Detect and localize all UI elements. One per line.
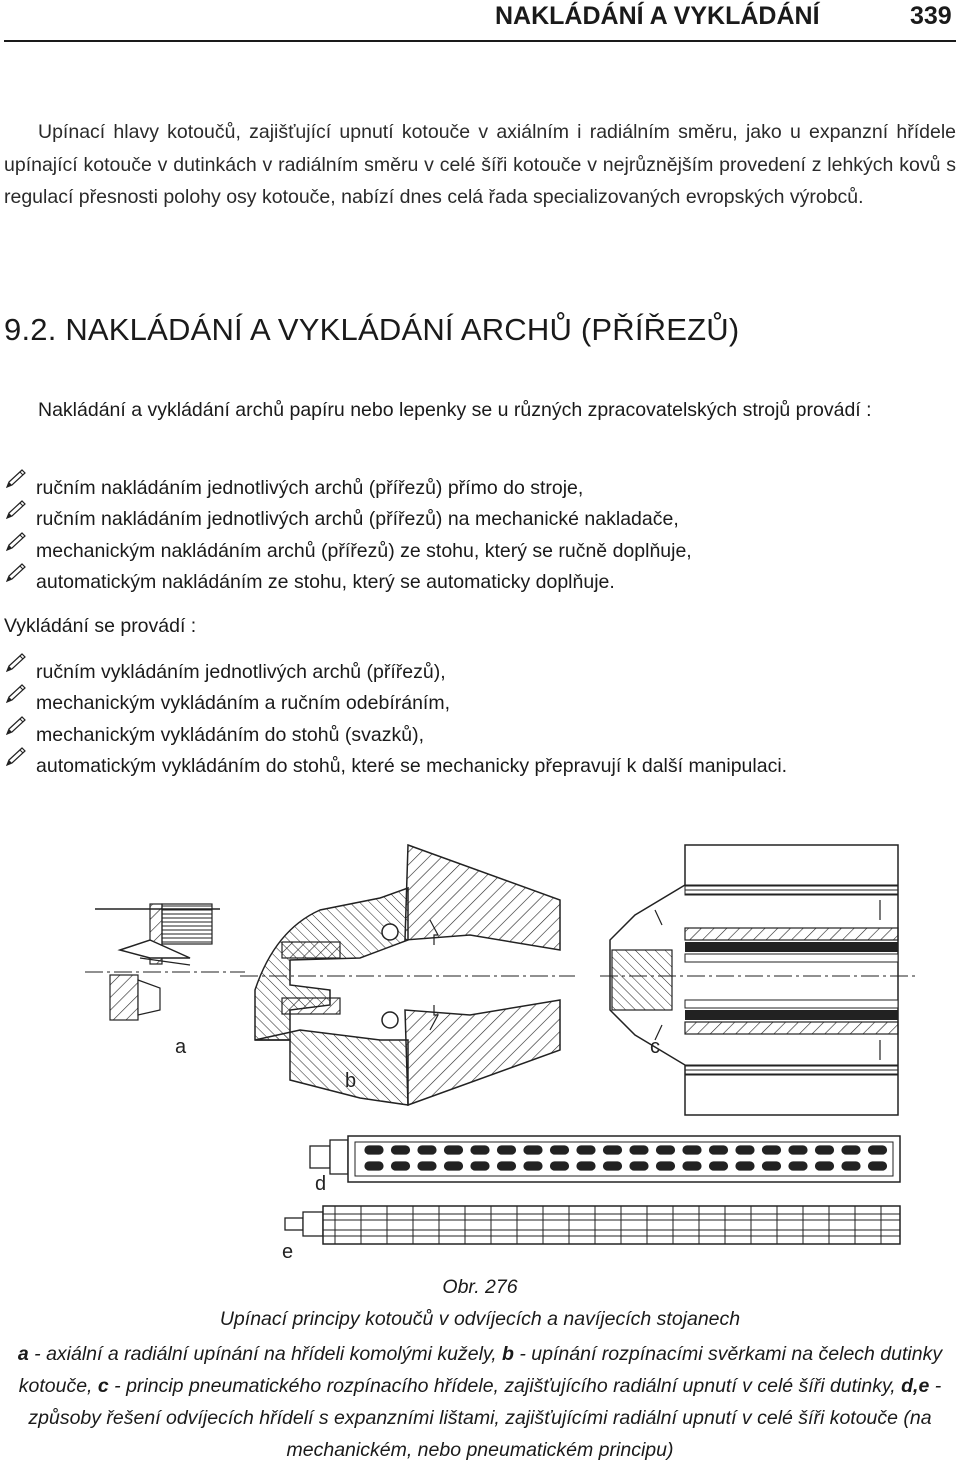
- pencil-icon: [4, 652, 28, 674]
- caption-text-c: - princip pneumatického rozpínacího hřídele, zajišťujícího radiální upnutí v celé šíři dutinky,: [108, 1375, 902, 1397]
- unloading-list: [4, 658, 956, 783]
- list-item-text: ručním nakládáním jednotlivých archů (přířezů) přímo do stroje,: [36, 477, 584, 499]
- list-item: [4, 474, 956, 505]
- list-item: [4, 689, 956, 720]
- list-item-text: mechanickým vykládáním do stohů (svazků),: [36, 723, 424, 746]
- list-item-text: automatickým nakládáním ze stohu, který se automaticky doplňuje.: [36, 570, 615, 593]
- list-item: [4, 721, 956, 752]
- pencil-icon: [4, 715, 28, 737]
- caption-text-b: - upínání rozpínacími svěrkami na čelech dutinky kotouče,: [18, 1343, 943, 1397]
- caption-key-de: d,e: [901, 1375, 930, 1397]
- figure-caption-body: [0, 1338, 960, 1466]
- label-b: b: [345, 1070, 357, 1092]
- header-rule: [4, 40, 956, 42]
- figure-number: Obr. 276: [442, 1276, 518, 1298]
- figure-276: [0, 840, 960, 1280]
- pencil-icon: [4, 499, 28, 521]
- pencil-icon: [4, 746, 28, 768]
- page-header: [0, 0, 960, 40]
- drawing-b: [240, 845, 575, 1105]
- loading-list: [4, 474, 956, 599]
- caption-key-a: a: [17, 1343, 29, 1365]
- list-item-text: ručním nakládáním jednotlivých archů (přířezů) na mechanické nakladače,: [36, 508, 679, 531]
- list-item: [4, 537, 956, 568]
- list-item-text: mechanickým nakládáním archů (přířezů) ze stohu, který se ručně doplňuje,: [36, 539, 692, 562]
- pencil-icon: [4, 531, 28, 553]
- list-item-text: automatickým vykládáním do stohů, které se mechanicky přepravují k další manipulaci.: [36, 754, 788, 777]
- label-e: e: [282, 1241, 294, 1263]
- list-item: [4, 568, 956, 599]
- section-heading: 9.2. NAKLÁDÁNÍ A VYKLÁDÁNÍ ARCHŮ (PŘÍŘEZŮ): [4, 312, 740, 347]
- pencil-icon: [4, 562, 28, 584]
- figure-title: Upínací principy kotoučů v odvíjecích a navíjecích stojanech: [219, 1308, 741, 1330]
- page-number: 339: [910, 2, 952, 30]
- drawing-c: [600, 845, 915, 1115]
- caption-text-de: -způsoby řešení odvíjecích hřídelí s expanzními lištami, zajišťujícími radiální upnutí v celé šíři kotouče (na mechanickém, nebo pneumatickém principu): [28, 1375, 942, 1461]
- list-item: [4, 658, 956, 689]
- intro-paragraph: Upínací hlavy kotoučů, zajišťující upnutí kotouče v axiálním i radiálním směru, jako u expanzní hřídele upínající kotouče v dutinkách v radiálním směru v celé šíři kotouče v nejrůznějším provedení z lehkých kovů s regulací přesnosti polohy osy kotouče, nabízí dnes celá řada specializovaných evropských výrobců.: [4, 121, 956, 208]
- caption-text-a: - axiální a radiální upínání na hřídeli komolými kužely,: [28, 1343, 503, 1365]
- label-c: c: [650, 1036, 660, 1058]
- label-d: d: [315, 1173, 327, 1195]
- drawing-a: [85, 904, 245, 1020]
- list-item: [4, 505, 956, 536]
- unloading-intro: Vykládání se provádí :: [4, 615, 197, 637]
- pencil-icon: [4, 468, 28, 490]
- caption-key-b: b: [502, 1343, 514, 1365]
- list-item: [4, 752, 956, 783]
- list-item-text: mechanickým vykládáním a ručním odebíráním,: [36, 692, 450, 715]
- list-item-text: ručním vykládáním jednotlivých archů (přířezů),: [36, 661, 446, 683]
- pencil-icon: [4, 683, 28, 705]
- label-a: a: [175, 1036, 187, 1058]
- loading-intro: Nakládání a vykládání archů papíru nebo lepenky se u různých zpracovatelských strojů provádí :: [38, 399, 872, 421]
- drawing-d: [310, 1136, 900, 1182]
- drawing-e: [285, 1206, 900, 1244]
- caption-key-c: c: [97, 1375, 109, 1397]
- running-title: NAKLÁDÁNÍ A VYKLÁDÁNÍ: [495, 2, 820, 30]
